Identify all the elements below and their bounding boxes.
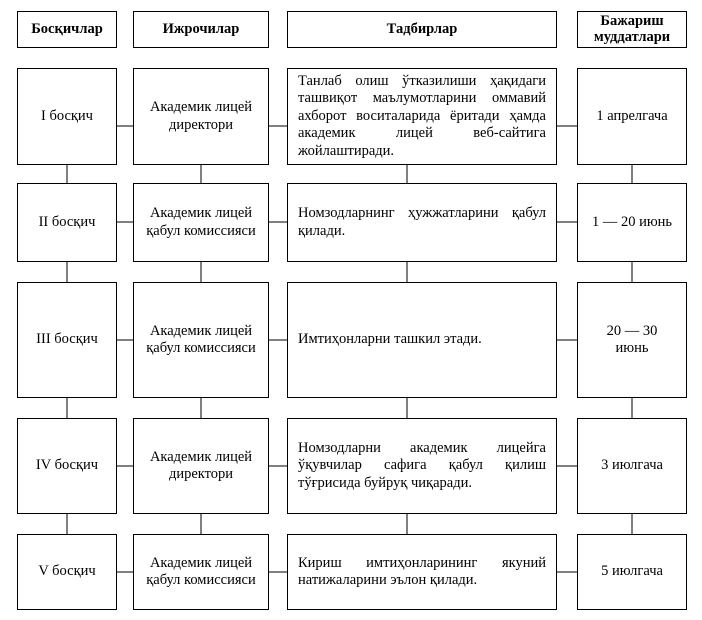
activity-text-1: Танлаб олиш ўтказилиши ҳақидаги ташвиқот маълумотларини оммавий ахборот воситаларида ёритади ҳамда академик лицей веб-сайтига жойлаштиради.: [298, 73, 546, 159]
activity-text-5: Кириш имтиҳонларининг якуний натижаларини эълон қилади.: [298, 554, 546, 588]
executor-box-4: Академик лицей директори: [133, 418, 269, 514]
deadline-box-3: 20 — 30 июнь: [577, 282, 687, 398]
stage-box-2: II босқич: [17, 183, 117, 262]
activity-box-3: [287, 282, 557, 398]
deadline-box-5: 5 июлгача: [577, 534, 687, 610]
header-executors: Ижрочилар: [133, 11, 269, 48]
activity-text-4: Номзодларни академик лицейга ўқувчилар сафига қабул қилиш тўғрисида буйруқ чиқаради.: [298, 439, 546, 491]
activity-box-1: [287, 68, 557, 165]
stage-box-1: I босқич: [17, 68, 117, 165]
deadline-box-1: 1 апрелгача: [577, 68, 687, 165]
header-activities: Тадбирлар: [287, 11, 557, 48]
stage-box-4: IV босқич: [17, 418, 117, 514]
executor-box-2: Академик лицей қабул комиссияси: [133, 183, 269, 262]
activity-text-3: Имтиҳонларни ташкил этади.: [298, 331, 482, 348]
executor-box-5: Академик лицей қабул комиссияси: [133, 534, 269, 610]
executor-box-3: Академик лицей қабул комиссияси: [133, 282, 269, 398]
header-stages: Босқичлар: [17, 11, 117, 48]
activity-box-4: [287, 418, 557, 514]
activity-text-2: Номзодларнинг ҳужжатларини қабул қилади.: [298, 205, 546, 239]
activity-box-5: [287, 534, 557, 610]
activity-box-2: [287, 183, 557, 262]
stage-box-3: III босқич: [17, 282, 117, 398]
executor-box-1: Академик лицей директори: [133, 68, 269, 165]
stage-box-5: V босқич: [17, 534, 117, 610]
deadline-box-4: 3 июлгача: [577, 418, 687, 514]
deadline-box-2: 1 — 20 июнь: [577, 183, 687, 262]
header-deadlines: Бажариш муддатлари: [577, 11, 687, 48]
